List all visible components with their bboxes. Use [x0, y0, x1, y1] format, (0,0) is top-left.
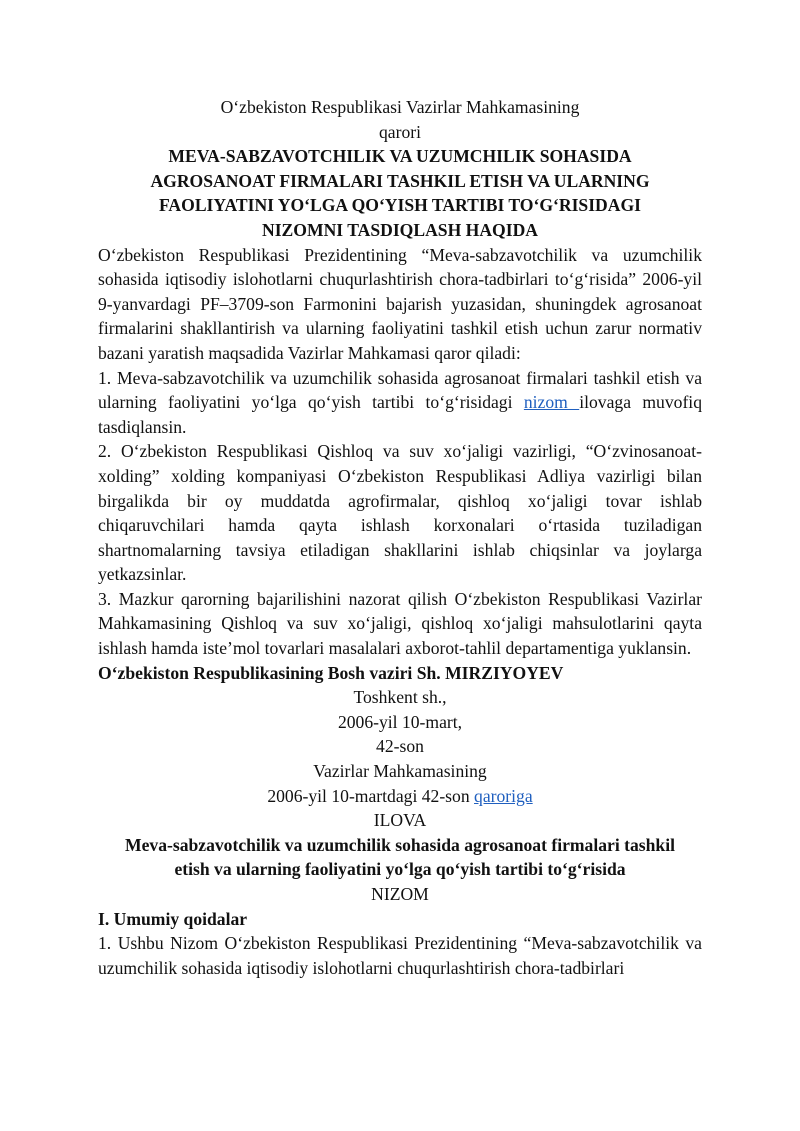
- title-line-4: NIZOMNI TASDIQLASH HAQIDA: [261, 219, 538, 240]
- annex-heading: NIZOM: [371, 884, 429, 904]
- annex-title: [98, 833, 702, 907]
- qaroriga-link[interactable]: qaroriga: [474, 785, 533, 806]
- annex-ref-line-1: Vazirlar Mahkamasining: [313, 761, 487, 782]
- nizom-link[interactable]: nizom: [523, 392, 580, 413]
- signature-line: O‘zbekiston Respublikasining Bosh vaziri Sh. MIRZIYOYEV: [98, 662, 564, 683]
- header-doc-type: qarori: [378, 121, 421, 142]
- item-3-paragraph: 3. Mazkur qarorning bajarilishini nazorat qilish O‘zbekiston Respublikasi Vazirlar Mahkamasining Qishloq va suv xo‘jaligi, qishloq xo‘jaligi mahsulotlarini qayta ishlash hamda iste’mol tovarlari masalalari axborot-tahlil departamentiga yuklansin.: [98, 588, 702, 659]
- decree-number: 42-son: [376, 736, 424, 757]
- item-1-text-end: ilovaga muvofiq tasdiqlansin.: [98, 392, 702, 437]
- item-2-paragraph: 2. O‘zbekiston Respublikasi Qishloq va suv xo‘jaligi vazirligi, “O‘zvinosanoat-xolding” xolding kompaniyasi O‘zbekiston Respublikasi Adliya vazirligi bilan birgalikda bir oy muddatda agrofirmalar, qishloq xo‘jaligi tovar ishlab chiqaruvchilari hamda qayta ishlash korxonalari o‘rtasida tuziladigan shartnomalarning tavsiya etiladigan shakllarini ishlab chiqsinlar va joylarga yetkazsinlar.: [98, 441, 702, 585]
- item-1-text: 1. Meva-sabzavotchilik va uzumchilik sohasida agrosanoat firmalari tashkil etish va ularning faoliyatini yo‘lga qo‘yish tartibi to‘g‘risidagi: [98, 367, 702, 413]
- document-header: [98, 95, 702, 243]
- section-1-paragraph-1: 1. Ushbu Nizom O‘zbekiston Respublikasi Prezidentining “Meva-sabzavotchilik va uzumchilik sohasida iqtisodiy islohotlarni chuqurlashtirish chora-tadbirlari: [98, 933, 702, 978]
- title-line-1: MEVA-SABZAVOTCHILIK VA UZUMCHILIK SOHASIDA: [168, 146, 632, 167]
- title-line-3: FAOLIYATINI YO‘LGA QO‘YISH TARTIBI TO‘G‘RISIDAGI: [158, 195, 641, 216]
- annex-ref-date: 2006-yil 10-martdagi 42-son: [267, 785, 475, 806]
- item-1-paragraph: [98, 366, 702, 440]
- header-issuer: O‘zbekiston Respublikasi Vazirlar Mahkamasining: [220, 97, 580, 117]
- annex-reference: [98, 759, 702, 833]
- title-line-2: AGROSANOAT FIRMALARI TASHKIL ETISH VA ULARNING: [150, 170, 650, 191]
- annex-label: ILOVA: [373, 810, 427, 831]
- annex-ref-line-2: [98, 784, 702, 809]
- annex-title-line-1: Meva-sabzavotchilik va uzumchilik sohasida agrosanoat firmalari tashkil: [124, 834, 675, 855]
- decree-date: 2006-yil 10-mart,: [337, 711, 463, 732]
- place-date-block: [98, 685, 702, 759]
- annex-title-line-2: etish va ularning faoliyatini yo‘lga qo‘yish tartibi to‘g‘risida: [174, 859, 626, 880]
- section-1-heading: I. Umumiy qoidalar: [98, 908, 248, 929]
- place-city: Toshkent sh.,: [353, 687, 447, 708]
- preamble-paragraph: O‘zbekiston Respublikasi Prezidentining “Meva-sabzavotchilik va uzumchilik sohasida iqtisodiy islohotlarni chuqurlashtirish chora-tadbirlari to‘g‘risida” 2006-yil 9-yanvardagi PF–3709-son Farmonini bajarish yuzasidan, shuningdek agrosanoat firmalarini shakllantirish va ularning faoliyatini tashkil etish uchun zarur normativ bazani yaratish maqsadida Vazirlar Mahkamasi qaror qiladi:: [98, 244, 702, 363]
